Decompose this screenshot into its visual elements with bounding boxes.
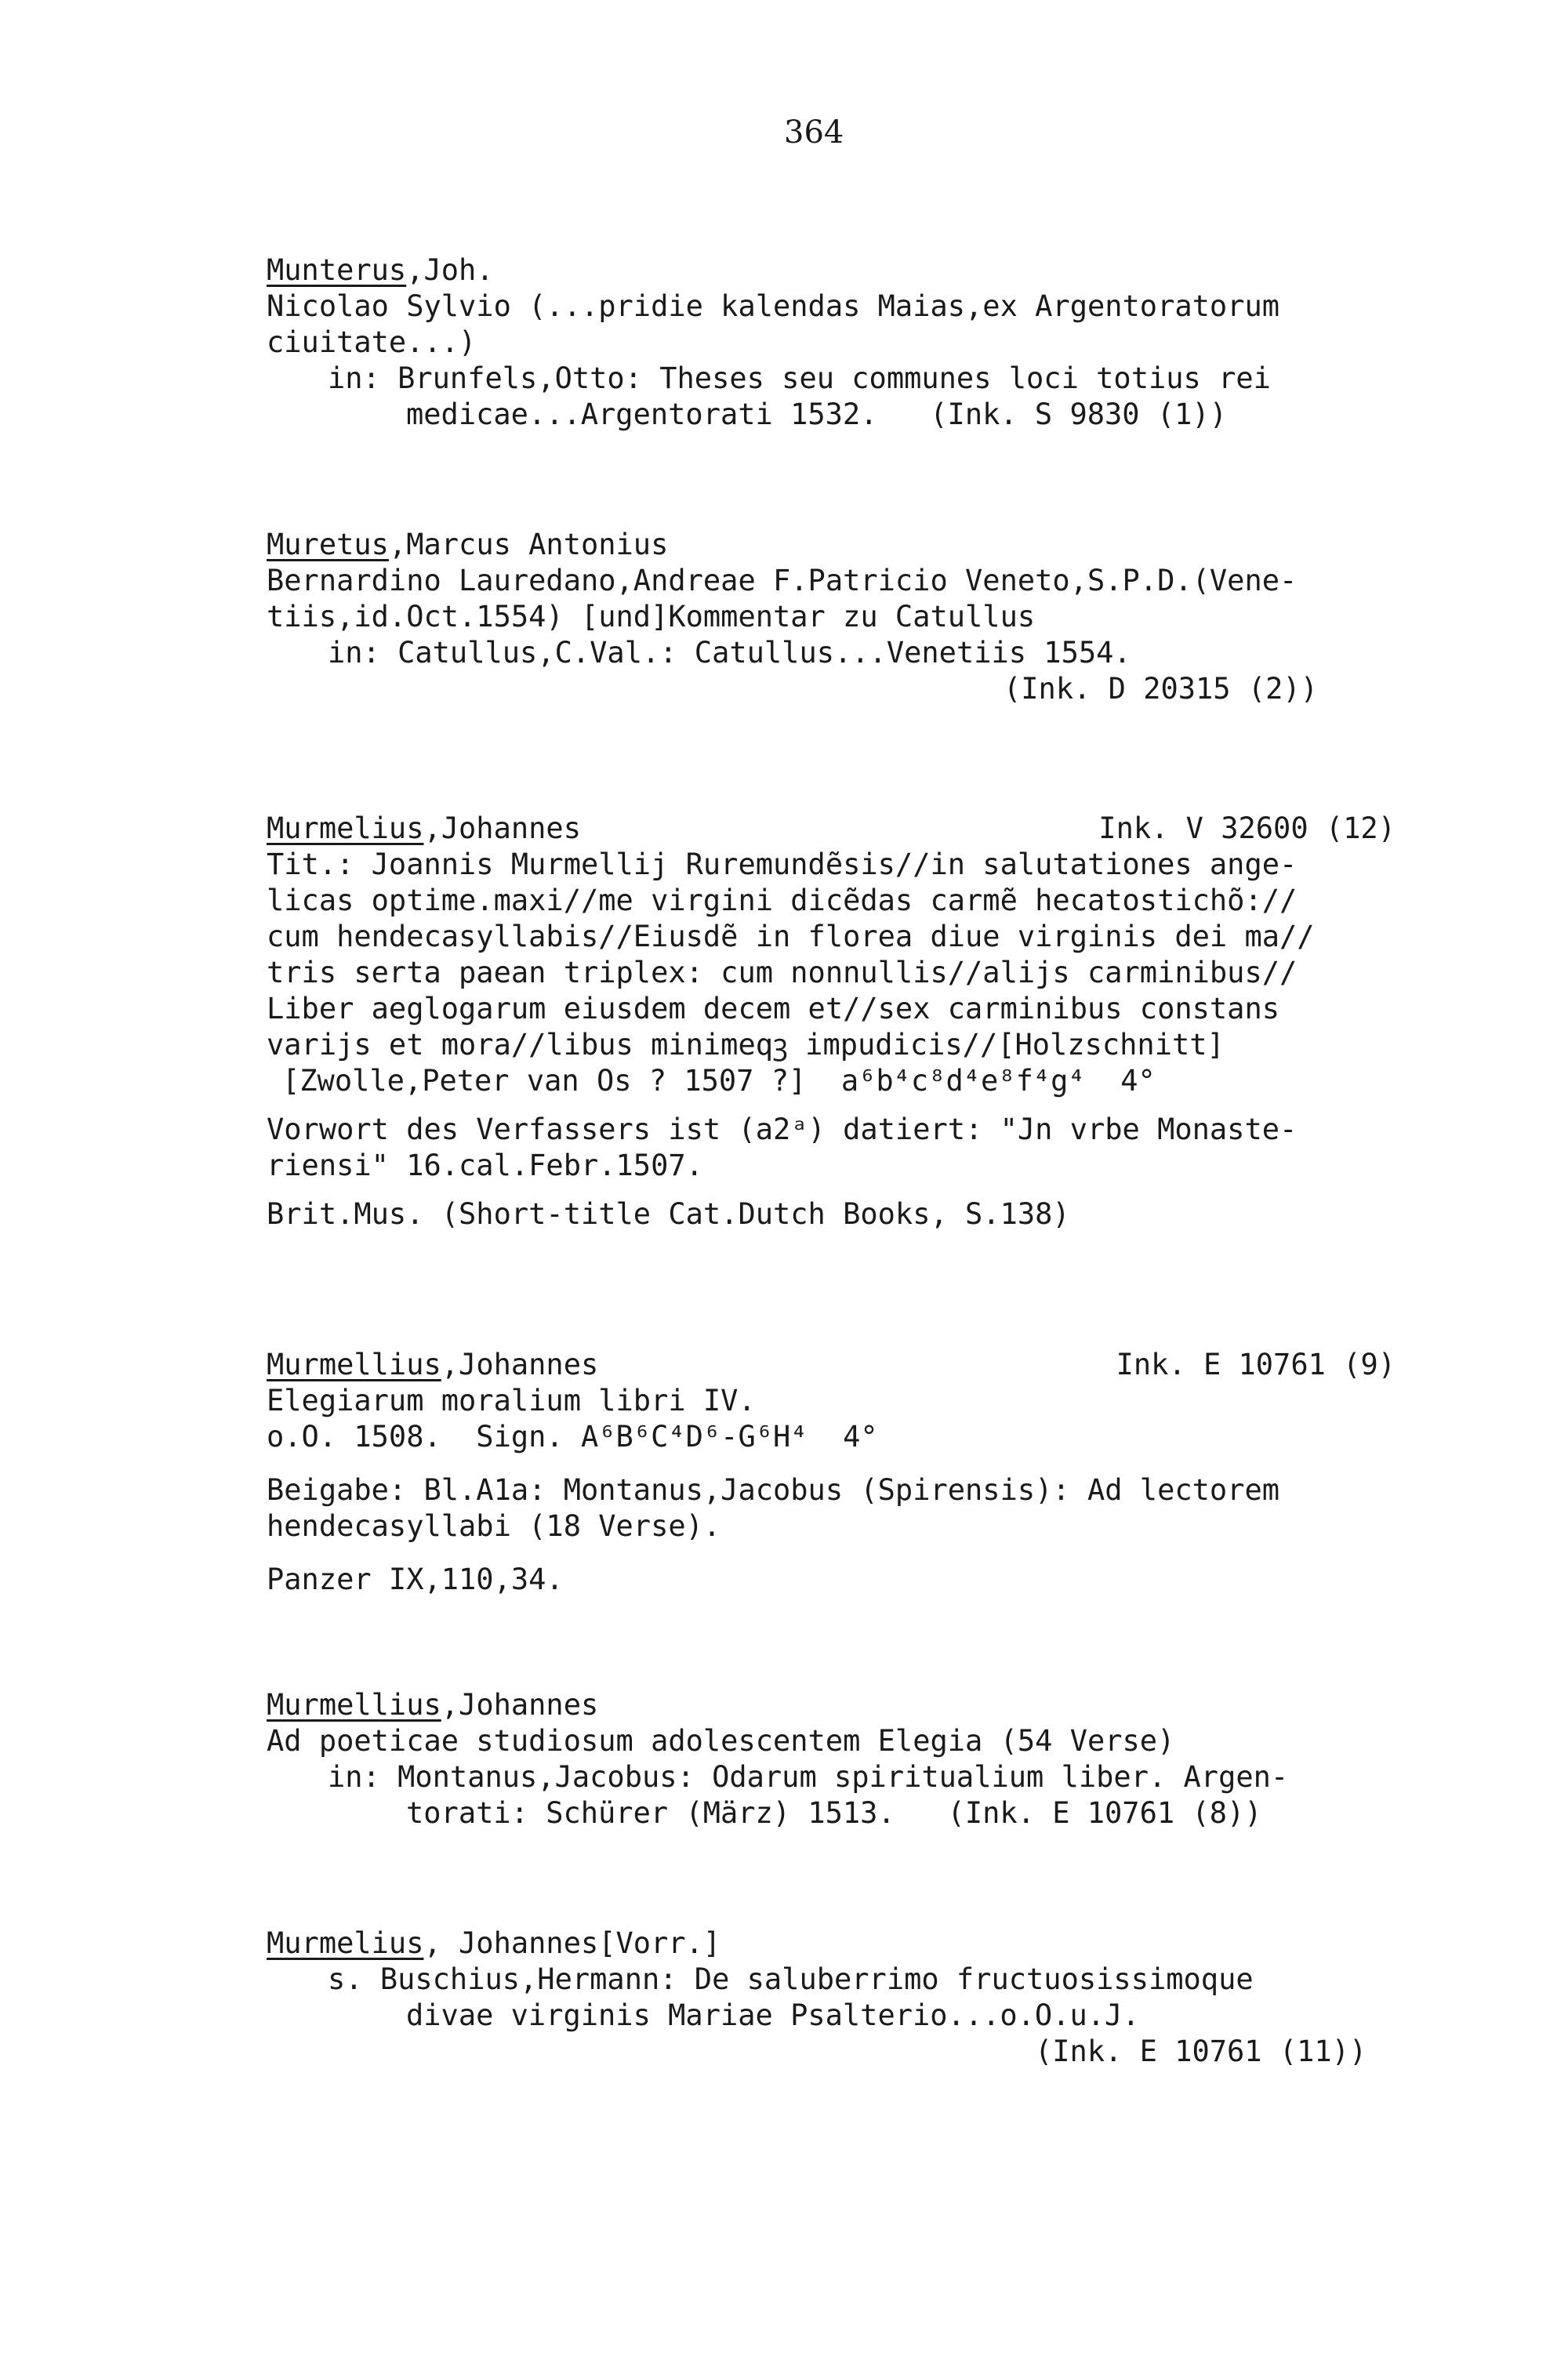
author-forename: ,Johannes: [423, 811, 581, 845]
entry-heading: [267, 811, 1443, 847]
entry-line: s. Buschius,Hermann: De saluberrimo fructuosissimoque: [328, 1962, 1254, 1996]
author-surname: Munterus: [267, 253, 407, 287]
catalog-entry-murmelius-1: [267, 811, 1443, 1232]
author-surname: Muretus: [267, 528, 389, 561]
entry-heading: [267, 1687, 1443, 1723]
author-forename: ,Marcus Antonius: [388, 528, 669, 561]
author-forename: ,Joh.: [406, 253, 494, 287]
author-forename: , Johannes[Vorr.]: [423, 1926, 721, 1960]
entry-line: Nicolao Sylvio (...pridie kalendas Maias,ex Argentoratorum: [267, 289, 1280, 323]
entry-line: (Ink. D 20315 (2)): [1004, 672, 1318, 706]
author-forename: ,Johannes: [441, 1688, 599, 1722]
entry-line: cum hendecasyllabis//Eiusdẽ in florea diue virginis dei ma//: [267, 920, 1315, 953]
entry-heading: [267, 527, 1443, 563]
entry-line: Bernardino Lauredano,Andreae F.Patricio Veneto,S.P.D.(Vene-: [267, 564, 1298, 597]
catalog-entry-muretus: [267, 527, 1443, 707]
ink-number: Ink. E 10761 (9): [1116, 1348, 1396, 1381]
author-surname: Murmellius: [267, 1688, 441, 1722]
entry-line: licas optime.maxi//me virgini dicẽdas carmẽ hecatostichõ://: [267, 884, 1298, 917]
entry-line: Ad poeticae studiosum adolescentem Elegia (54 Verse): [267, 1724, 1175, 1758]
entry-line: ciuitate...): [267, 325, 477, 359]
entry-line: o.O. 1508. Sign. A⁶B⁶C⁴D⁶-G⁶H⁴ 4°: [267, 1420, 878, 1454]
entry-line: divae virginis Mariae Psalterio...o.O.u.J.: [406, 1998, 1140, 2032]
entry-line: in: Catullus,C.Val.: Catullus...Venetiis 1554.: [328, 636, 1131, 670]
entry-line: Brit.Mus. (Short-title Cat.Dutch Books, S.138): [267, 1197, 1070, 1231]
entry-heading: [267, 252, 1443, 289]
page-number: 364: [784, 114, 844, 151]
entry-line: Beigabe: Bl.A1a: Montanus,Jacobus (Spirensis): Ad lectorem: [267, 1473, 1280, 1507]
author-surname: Murmelius: [267, 1926, 424, 1960]
entry-line: Tit.: Joannis Murmellij Ruremundẽsis//in salutationes ange-: [267, 848, 1298, 881]
entry-line: torati: Schürer (März) 1513. (Ink. E 10761 (8)): [406, 1796, 1262, 1830]
entry-line: in: Montanus,Jacobus: Odarum spiritualium liber. Argen-: [328, 1760, 1289, 1794]
entry-line: Elegiarum moralium libri IV.: [267, 1384, 756, 1417]
author-surname: Murmelius: [267, 811, 424, 845]
catalog-entry-munterus: [267, 252, 1443, 433]
catalog-entry-murmelius-2: [267, 1926, 1443, 2070]
ink-number: Ink. V 32600 (12): [1098, 811, 1396, 845]
entry-line: medicae...Argentorati 1532. (Ink. S 9830 (1)): [406, 397, 1227, 431]
entry-line: varijs et mora//libus minimeqꝫ impudicis//[Holzschnitt]: [267, 1028, 1225, 1062]
entry-heading: [267, 1926, 1443, 1962]
entry-line: tris serta paean triplex: cum nonnullis//alijs carminibus//: [267, 956, 1298, 989]
entry-line: Panzer IX,110,34.: [267, 1563, 564, 1596]
entry-line: riensi" 16.cal.Febr.1507.: [267, 1149, 703, 1182]
author-forename: ,Johannes: [441, 1348, 599, 1381]
entry-line: tiis,id.Oct.1554) [und]Kommentar zu Catullus: [267, 600, 1036, 633]
entry-line: [Zwolle,Peter van Os ? 1507 ?] a⁶b⁴c⁸d⁴e⁸f⁴g⁴ 4°: [282, 1064, 1156, 1098]
entry-line: hendecasyllabi (18 Verse).: [267, 1509, 721, 1543]
entry-line: (Ink. E 10761 (11)): [1035, 2035, 1367, 2068]
entry-line: Vorwort des Verfassers ist (a2ᵃ) datiert: "Jn vrbe Monaste-: [267, 1113, 1298, 1146]
entry-line: in: Brunfels,Otto: Theses seu communes loci totius rei: [328, 361, 1271, 395]
entry-line: Liber aeglogarum eiusdem decem et//sex carminibus constans: [267, 992, 1280, 1025]
entry-heading: [267, 1347, 1443, 1383]
catalog-entry-murmellius-1: [267, 1347, 1443, 1598]
catalog-entry-murmellius-2: [267, 1687, 1443, 1831]
author-surname: Murmellius: [267, 1348, 441, 1381]
